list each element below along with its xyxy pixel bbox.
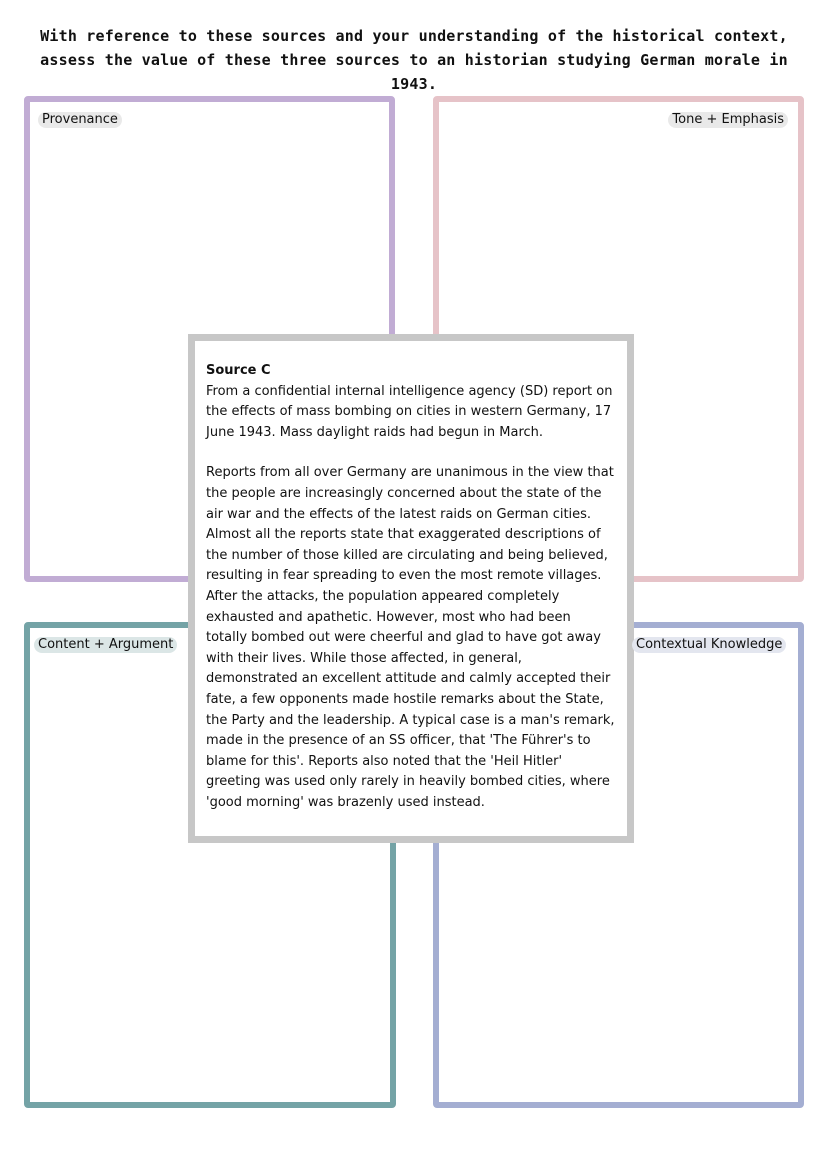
source-card bbox=[188, 334, 634, 843]
question-prompt: With reference to these sources and your understanding of the historical context, assess the value of these three sources to an historian studying German morale in 1943. bbox=[40, 27, 788, 93]
source-body: Reports from all over Germany are unanimous in the view that the people are increasingly concerned about the state of the air war and the effects of the latest raids on German cities. Almost all the reports state that exaggerated descriptions of the number of those killed are circulating and being believed, resulting in fear spreading to even the most remote villages. After the attacks, the population appeared completely exhausted and apathetic. However, most who had been totally bombed out were cheerful and glad to have got away with their lives. While those affected, in general, demonstrated an excellent attitude and calmly accepted their fate, a few opponents made hostile remarks about the State, the Party and the leadership. A typical case is a man's remark, made in the presence of an SS officer, that 'The Führer's to blame for this'. Reports also noted that the 'Heil Hitler' greeting was used only rarely in heavily bombed cities, where 'good morning' was brazenly used instead. bbox=[206, 465, 615, 810]
contextual-knowledge-label: Contextual Knowledge bbox=[632, 637, 786, 653]
content-argument-label: Content + Argument bbox=[34, 637, 177, 653]
provenance-label: Provenance bbox=[38, 112, 122, 128]
source-title: Source C bbox=[206, 363, 271, 378]
source-intro: From a confidential internal intelligence agency (SD) report on the effects of mass bombing on cities in western Germany, 17 June 1943. Mass daylight raids had begun in March. bbox=[206, 383, 613, 440]
tone-emphasis-label: Tone + Emphasis bbox=[668, 112, 788, 128]
